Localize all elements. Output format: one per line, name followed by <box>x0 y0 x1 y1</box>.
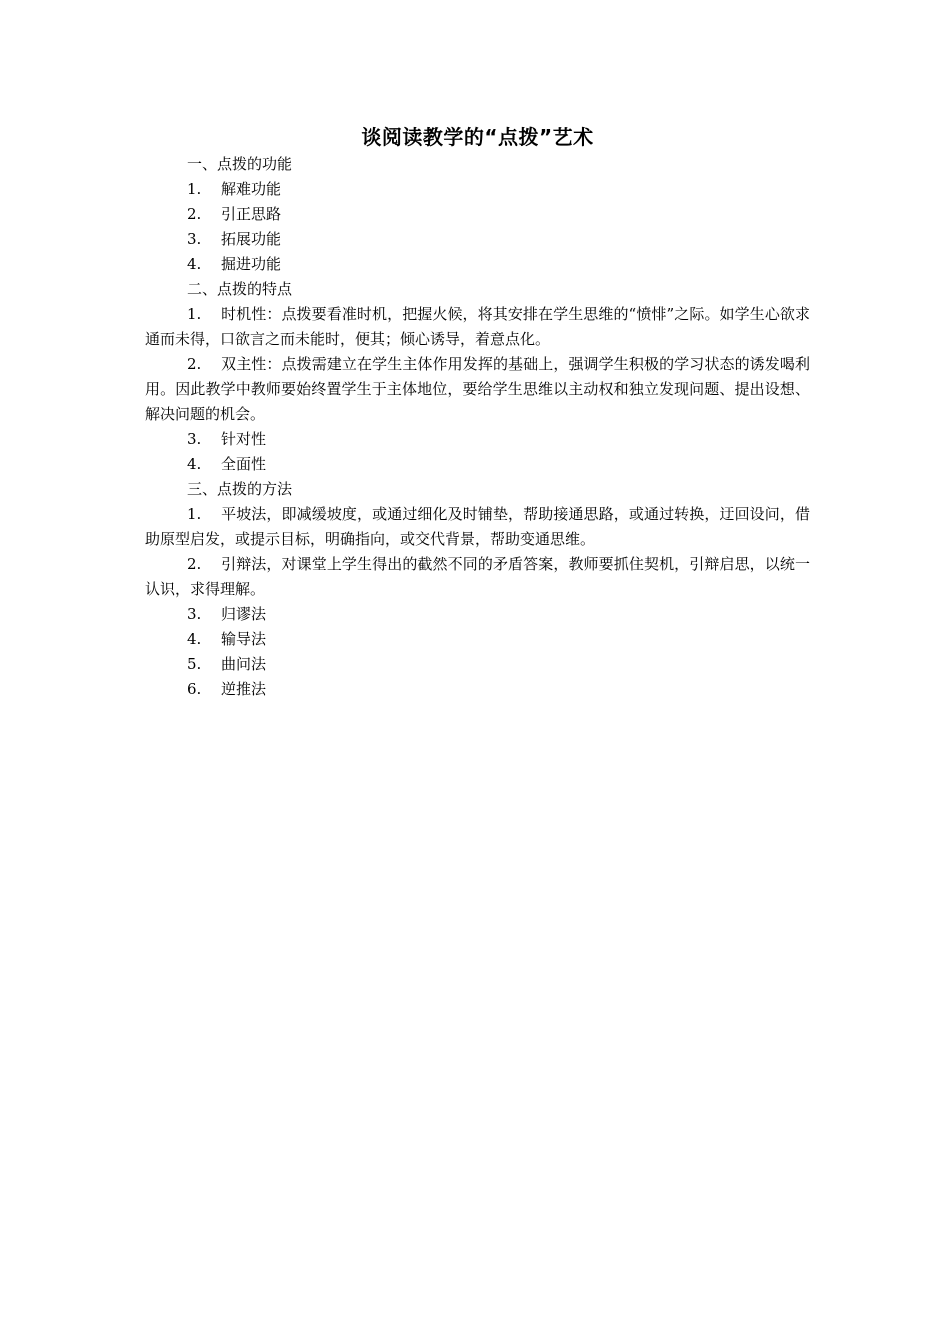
item-text: 归谬法 <box>221 605 267 623</box>
item-number: 5. <box>187 655 202 673</box>
item-text: 曲问法 <box>221 655 267 673</box>
section-heading: 二、点拨的特点 <box>187 280 293 298</box>
paragraph-item <box>145 302 810 352</box>
item-number: 2. <box>187 205 202 223</box>
list-item <box>145 227 810 252</box>
item-number: 2. <box>187 555 202 573</box>
list-item <box>145 627 810 652</box>
paragraph-item <box>145 552 810 602</box>
section-heading: 一、点拨的功能 <box>187 155 293 173</box>
item-number: 4. <box>187 630 202 648</box>
item-text: 拓展功能 <box>221 230 282 248</box>
item-text: 解难功能 <box>221 180 282 198</box>
item-text: 输导法 <box>221 630 267 648</box>
item-number: 1. <box>187 305 202 323</box>
item-text: 引正思路 <box>221 205 282 223</box>
item-text: 引辩法，对课堂上学生得出的截然不同的矛盾答案，教师要抓住契机，引辩启思，以统一认识，求得理解。 <box>145 555 810 598</box>
item-number: 3. <box>187 430 202 448</box>
item-number: 2. <box>187 355 202 373</box>
item-number: 3. <box>187 605 202 623</box>
paragraph-item <box>145 502 810 552</box>
item-number: 1. <box>187 505 202 523</box>
item-text: 掘进功能 <box>221 255 282 273</box>
list-item <box>145 177 810 202</box>
list-item <box>145 202 810 227</box>
list-item <box>145 252 810 277</box>
item-text: 全面性 <box>221 455 267 473</box>
section-heading: 三、点拨的方法 <box>187 480 293 498</box>
list-item <box>145 452 810 477</box>
document-title: 谈阅读教学的“点拨”艺术 <box>361 125 594 149</box>
list-item <box>145 677 810 702</box>
item-number: 4. <box>187 255 202 273</box>
item-number: 4. <box>187 455 202 473</box>
item-text: 针对性 <box>221 430 267 448</box>
list-item <box>145 602 810 627</box>
item-text: 双主性：点拨需建立在学生主体作用发挥的基础上，强调学生积极的学习状态的诱发喝利用。因此教学中教师要始终置学生于主体地位，要给学生思维以主动权和独立发现问题、提出设想、解决问题的机会。 <box>145 355 810 423</box>
item-text: 时机性：点拨要看准时机，把握火候，将其安排在学生思维的“愤悱”之际。如学生心欲求通而未得，口欲言之而未能时，便其；倾心诱导，着意点化。 <box>145 305 810 348</box>
paragraph-item <box>145 352 810 427</box>
list-item <box>145 427 810 452</box>
item-text: 逆推法 <box>221 680 267 698</box>
document-body <box>145 122 810 702</box>
item-number: 3. <box>187 230 202 248</box>
item-number: 6. <box>187 680 202 698</box>
item-number: 1. <box>187 180 202 198</box>
list-item <box>145 652 810 677</box>
item-text: 平坡法，即减缓坡度，或通过细化及时铺垫，帮助接通思路，或通过转换，迂回设问，借助原型启发，或提示目标，明确指向，或交代背景，帮助变通思维。 <box>145 505 810 548</box>
